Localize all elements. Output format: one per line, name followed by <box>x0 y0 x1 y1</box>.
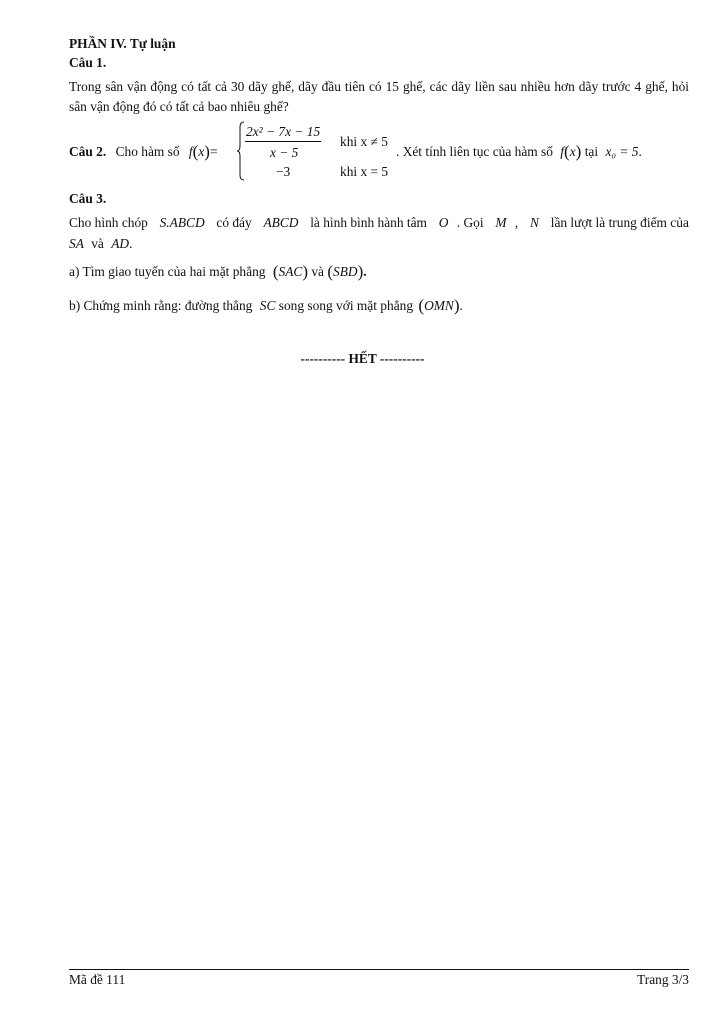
line-sc: SC <box>259 298 276 313</box>
center-o: O <box>438 215 449 230</box>
q3b-end: . <box>459 298 463 313</box>
q3-text-1: Cho hình chóp <box>69 215 152 230</box>
fraction-bar <box>245 141 321 142</box>
question-2-intro: Câu 2. Cho hàm số f(x)= <box>69 142 218 161</box>
q3-text-3: là hình bình hành tâm <box>306 215 431 230</box>
function-name: f <box>188 144 193 159</box>
q3a-text: a) Tìm giao tuyến của hai mặt phẳng <box>69 264 266 279</box>
question-3-label: Câu 3. <box>69 191 107 206</box>
q3b-mid: song song với mặt phẳng <box>278 298 414 313</box>
function-var: x <box>198 144 205 159</box>
fraction-denominator: x − 5 <box>270 145 299 160</box>
q3a-and: và <box>311 264 324 279</box>
condition-1: khi x ≠ 5 <box>340 134 388 149</box>
function-name-2: f <box>560 144 565 159</box>
q3b-text: b) Chứng minh rằng: đường thẳng <box>69 298 253 313</box>
question-3-line2 <box>69 236 132 252</box>
footer-divider <box>69 969 689 970</box>
question-1-label: Câu 1. <box>69 55 107 70</box>
question-2-tail: . Xét tính liên tục của hàm số f(x) tại x₀ = 5. <box>396 142 642 161</box>
fraction-numerator: 2x² − 7x − 15 <box>246 124 321 139</box>
point-x0: x₀ = 5 <box>605 144 639 159</box>
question-2-intro-text: Cho hàm số <box>115 144 180 159</box>
segment-ad: AD <box>111 236 130 251</box>
q3-line2-end: . <box>129 236 133 251</box>
q3-text-5: lần lượt là trung điểm của <box>547 215 689 230</box>
section-title: PHẦN IV. Tự luận <box>69 36 176 51</box>
question-2-tail-text: . Xét tính liên tục của hàm số <box>396 144 553 159</box>
piecewise-brace <box>237 121 245 181</box>
equals-sign: = <box>209 144 218 159</box>
case-2-value: −3 <box>276 164 291 179</box>
q3a-end: . <box>363 264 367 279</box>
point-m: M <box>495 215 507 230</box>
plane-sac: SAC <box>278 264 303 279</box>
q3-text-2: có đáy <box>213 215 256 230</box>
exam-code: Mã đề 111 <box>69 972 126 987</box>
page-number: Trang 3/3 <box>637 972 689 987</box>
point-n: N <box>530 215 539 230</box>
question-3b: b) Chứng minh rằng: đường thẳng SC song song với mặt phẳng (OMN). <box>69 296 463 315</box>
question-2-end: . <box>638 144 642 159</box>
plane-sbd: SBD <box>333 264 358 279</box>
function-var-2: x <box>569 144 576 159</box>
question-2-label: Câu 2. <box>69 144 107 159</box>
condition-2: khi x = 5 <box>340 164 389 179</box>
q3-and: và <box>91 236 104 251</box>
question-3a: a) Tìm giao tuyến của hai mặt phẳng (SAC) và (SBD). <box>69 262 367 281</box>
question-1-text: Trong sân vận động có tất cả 30 dãy ghế, dãy đầu tiên có 15 ghế, các dãy liền sau nhiều hơn dãy trước 4 ghế, hỏi sân vận động đó có tất cả bao nhiêu ghế? <box>69 79 689 114</box>
tail-at: tại <box>584 144 599 159</box>
question-3-line1 <box>69 215 689 231</box>
pyramid-name: S.ABCD <box>159 215 205 230</box>
base-name: ABCD <box>263 215 299 230</box>
q3-comma: , <box>514 215 522 230</box>
plane-omn: OMN <box>424 298 454 313</box>
end-mark: ---------- HẾT ---------- <box>300 351 425 366</box>
segment-sa: SA <box>69 236 84 251</box>
q3-text-4: . Gọi <box>456 215 487 230</box>
